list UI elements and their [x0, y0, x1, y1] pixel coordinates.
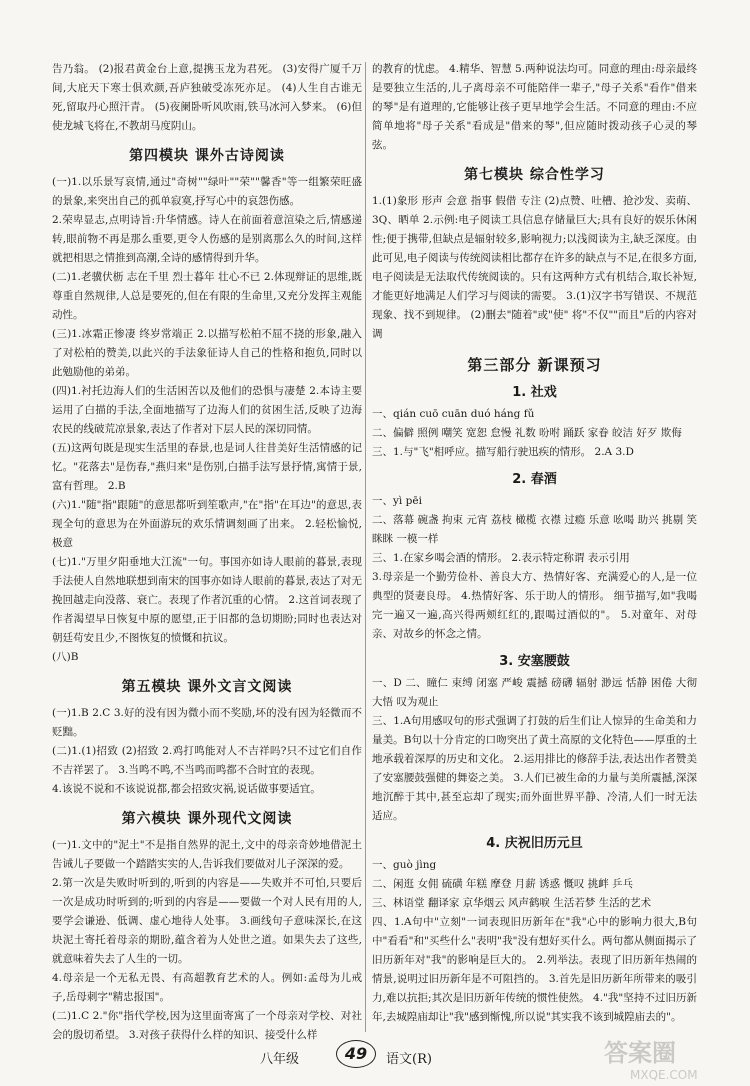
answer-paragraph: (五)这两句既是现实生活里的春景,也是词人往昔美好生活情感的记忆。"花落去"是伤春,"燕归来"是伤别,白描手法写景抒情,寓情于景,富有哲理。 2.B [52, 442, 362, 492]
answer-paragraph: (二)1.(1)招致 (2)招致 2.鸡打鸣能对人不吉祥吗?只不过它们自作不吉祥罢了。 3.当鸣不鸣,不当鸣而鸣都不合时宜的表现。 [52, 745, 362, 776]
answer-paragraph: 三、1.在家乡喝会酒的情形。 2.表示特定称谓 表示引用 [372, 552, 630, 564]
watermark-logo [600, 1035, 740, 1085]
answer-paragraph: 一、guò jìng [372, 859, 437, 871]
answer-paragraph: 4.母亲是一个无私无畏、有高超教育艺术的人。例如:孟母为儿戒子,岳母刺字"精忠报国"。 [52, 972, 362, 1003]
answer-paragraph: 的教育的忧虑。 4.精华、智慧 5.两种说法均可。同意的理由:母亲最终是要独立生活的,儿子离母亲不可能陪伴一辈子,"母子关系"看作"借来的琴"是有道理的,它能够让孩子更早地学会生活。不同意的理由:不应简单地将"母子关系"看成是"借来的琴",但应随时拨动孩子心灵的琴弦。 [372, 63, 697, 151]
module6-title: 第六模块 课外现代文阅读 [121, 811, 293, 827]
answer-paragraph: 二、偏僻 照例 嘲笑 宽恕 怠慢 礼数 吩咐 踊跃 家眷 皎洁 好歹 欺侮 [372, 427, 682, 439]
answer-paragraph: (七)1."万里夕阳垂地大江流"一句。事国亦如诗人眼前的暮景,表现手法使人自然地联想到南宋的国事亦如诗人眼前的暮景,表达了对无挽回越走向没落、衰亡。表现了作者沉重的心情。 2.这首词表现了作者渴望早日恢复中原的愿望,正于旧都的急切期盼;同时也表达对朝廷苟安且少,不图恢复的愤慨和抗议。 [52, 556, 362, 644]
answer-paragraph: (一)1.文中的"泥土"不是指自然界的泥土,文中的母亲奇妙地借泥土告诫儿子要做一个踏踏实实的人,告诉我们要做对儿子深深的爱。 [52, 839, 362, 870]
answer-paragraph: (四)1.衬托边海人们的生活困苦以及他们的恐惧与凄楚 2.本诗主要运用了白描的手法,全面地描写了边海人们的贫困生活,反映了边海农民的线破荒凉景象,表达了作者对下层人民的深切同情。 [52, 385, 362, 435]
footer-subject: 语文(R) [386, 1052, 432, 1067]
answer-paragraph: 三、林语堂 翻译家 京华烟云 风声鹤唳 生活若梦 生活的艺术 [372, 897, 652, 909]
answer-paragraph: 2.荣卑显志,点明诗旨:升华情感。诗人在前面着意渲染之后,情感递转,眼前物不再是那么重要,更令人伤感的是别离那么久的时间,这样就把相思之情推到高潮,全诗的感情得到升华。 [52, 214, 362, 264]
lesson3-title: 3. 安塞腰鼓 [499, 654, 570, 669]
footer-grade: 八年级 [260, 1052, 300, 1067]
watermark-url: MXQE.COM [630, 1068, 698, 1082]
watermark-text: 答案圈 [604, 1039, 676, 1067]
answer-paragraph: 3.母亲是一个勤劳俭朴、善良大方、热情好客、充满爱心的人,是一位典型的贤妻良母。 4.热情好客、乐于助人的情形。 细节描写,如"我喝完一遍又一遍,高兴得两颊红红的,跟喝过酒似的"。 5.对童年、对母亲、对故乡的怀念之情。 [372, 571, 697, 640]
lesson1-title: 1. 社戏 [512, 385, 557, 400]
page-number: 49 [336, 1040, 376, 1068]
answer-paragraph: 一、D 二、瞳仁 束缚 闭塞 严峻 震撼 磅礴 辐射 渺远 恬静 困倦 大彻大悟 叹为观止 [372, 677, 697, 708]
answer-paragraph: (三)1.冰霜正惨凄 终岁常端正 2.以描写松柏不屈不挠的形象,融入了对松柏的赞美,以此兴的手法象征诗人自己的性格和抱负,同时以此勉励他的弟弟。 [52, 328, 362, 378]
module5-title: 第五模块 课外文言文阅读 [121, 679, 293, 695]
answer-paragraph: (一)1.B 2.C 3.好的没有因为微小而不奖励,坏的没有因为轻微而不贬黜。 [52, 707, 362, 738]
lesson2-title: 2. 春酒 [512, 472, 557, 487]
answer-paragraph: 4.该说不说和不该说说都,都会招致灾祸,说话做事要适宜。 [52, 783, 321, 795]
answer-paragraph: (一)1.以乐景写哀情,通过"奇树""绿叶""荣""馨香"等一组繁荣旺盛的景象,来突出自己的孤单寂寞,抒写心中的哀怨伤感。 [52, 176, 362, 207]
column-divider [365, 62, 366, 1032]
answer-paragraph: (八)B [52, 651, 79, 663]
left-column [52, 60, 362, 1045]
right-column [372, 60, 697, 1027]
answer-paragraph: 四、1.A句中"立刻"一词表现旧历新年在"我"心中的影响力很大,B句中"看看"和"买些什么"表明"我"没有想好买什么。两句都从侧面揭示了旧历新年对"我"的影响是巨大的。 2.列举法。表现了旧历新年热闹的情景,说明过旧历新年是不可阻挡的。 3.首先是旧历新年所带来的吸引力,难以抗拒;其次是旧历新年传统的惯性使然。 4."我"坚持不过旧历新年,去城隍庙却让"我"感到惭愧,所以说"其实我不该到城隍庙去的"。 [372, 916, 697, 1023]
answer-paragraph: (二)1.老骥伏枥 志在千里 烈士暮年 壮心不已 2.体现辩证的思维,既尊重自然规律,人总是要死的,但在有限的生命里,又充分发挥主观能动性。 [52, 271, 362, 321]
answer-paragraph: 一、yì pēi [372, 495, 422, 507]
part3-title: 第三部分 新课预习 [467, 356, 602, 374]
poem-quote-answers: 告乃翁。 (2)报君黄金台上意,提携玉龙为君死。 (3)安得广厦千万间,大庇天下寒士俱欢颜,吾庐独破受冻死亦足。 (4)人生自古谁无死,留取丹心照汗青。 (5)夜阑卧听风吹雨,铁马冰河入梦来。 (6)但使龙城飞将在,不教胡马度阴山。 [52, 63, 362, 132]
answer-paragraph: 2.第一次是失败时听到的,听到的内容是——失败并不可怕,只要后一次是成功时听到的;听到的内容是——要做一个对人民有用的人,要学会谦逊、低调、虚心地待人处事。 3.画线句子意味深长,在这块泥土寄托着母亲的期盼,蕴含着为人处世之道。如果失去了这些,就意味着失去了人生的一切。 [52, 877, 362, 965]
answer-paragraph: 二、落幕 碗盏 拘束 元宵 荔枝 橄榄 衣襟 过瘾 乐意 吆喝 助兴 挑剔 笑眯眯 一模一样 [372, 514, 697, 545]
module7-title: 第七模块 综合性学习 [464, 167, 605, 183]
answer-paragraph: 一、qián cuō cuān duó háng fǔ [372, 408, 535, 420]
answer-paragraph: 二、闲逛 女佣 硫磺 年糕 摩登 月薪 诱惑 慨叹 挑衅 乒乓 [372, 878, 634, 890]
answer-paragraph: 三、1.A句用感叹句的形式强调了打鼓的后生们让人惊异的生命美和力量美。B句以十分肯定的口吻突出了黄土高原的文化特色——厚重的土地承载着深厚的历史和文化。 2.运用排比的修辞手法,表达出作者赞美了安塞腰鼓强健的舞姿之美。 3.人们已被生命的力量与美所震撼,深深地沉醉于其中,甚至忘却了现实;而外面世界平静、冷清,人们一时无法适应。 [372, 715, 697, 822]
answer-paragraph: 三、1.与"飞"相呼应。描写船行驶迅疾的情形。 2.A 3.D [372, 446, 634, 458]
answer-paragraph: (六)1."随"指"跟随"的意思都听到笙歌声,"在"指"在耳边"的意思,表现全句的意思为在外面游玩的欢乐情调刻画了出来。 2.轻松愉悦,极意 [52, 499, 362, 549]
lesson4-title: 4. 庆祝旧历元旦 [486, 836, 583, 851]
module4-title: 第四模块 课外古诗阅读 [129, 148, 285, 164]
answer-paragraph: (二)1.C 2."你"指代学校,因为这里面寄寓了一个母亲对学校、对社会的殷切希望。 3.对孩子获得什么样的知识、接受什么样 [52, 1010, 362, 1041]
answer-paragraph: 1.(1)象形 形声 会意 指事 假借 专注 (2)点赞、吐槽、抢沙发、卖萌、3Q、晒单 2.示例:电子阅读工具信息存储量巨大;具有良好的娱乐休闲性;便于携带,但缺点是辐射较多,影响视力;以浅阅读为主,缺乏深度。由此可见,电子阅读与传统阅读相比都存在许多的缺点与不足,在很多方面,电子阅读是无法取代传统阅读的。只有这两种方式有机结合,取长补短,才能更好地满足人们学习与阅读的需要。 3.(1)汉字书写错误、不规范现象、找不到规律。 (2)删去"随着"或"使" 将"不仅""而且"后的内容对调 [372, 195, 698, 340]
